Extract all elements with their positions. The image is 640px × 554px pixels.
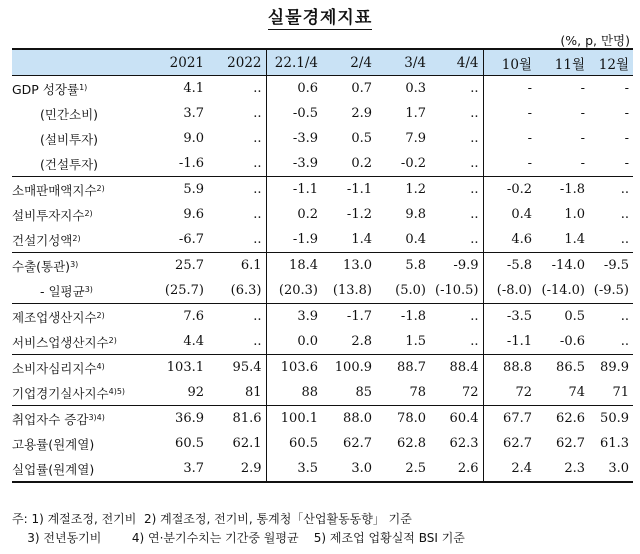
table-cell: 0.2 — [351, 156, 372, 171]
table-cell: 72 — [483, 380, 536, 406]
table-cell: -0.6 — [559, 334, 585, 349]
table-cell: 0.5 — [536, 304, 589, 330]
table-cell: -0.5 — [266, 101, 322, 126]
row-label-text: - 일평균 — [40, 283, 85, 299]
table-row — [12, 126, 633, 151]
row-footnote-mark: 2) — [96, 310, 105, 320]
table-cell: (5.0) — [395, 283, 426, 298]
table-cell: 60.4 — [430, 406, 483, 432]
table-cell: - — [624, 131, 629, 146]
table-cell: .. — [470, 207, 479, 222]
table-cell: -3.9 — [266, 151, 322, 177]
table-cell: - — [624, 156, 629, 171]
table-cell: .. — [430, 177, 483, 203]
table-cell: 3.7 — [148, 456, 208, 482]
table-cell: 72 — [461, 385, 479, 400]
table-cell: 36.9 — [148, 406, 208, 432]
row-label — [12, 177, 148, 203]
row-footnote-mark: 4)5) — [108, 386, 126, 396]
table-cell: 62.7 — [343, 436, 372, 451]
col-header: 10월 — [483, 49, 536, 76]
table-cell: -1.8 — [376, 304, 430, 330]
table-cell: 103.1 — [148, 355, 208, 381]
table-cell: - — [483, 76, 536, 102]
table-row — [12, 227, 633, 253]
table-cell: 2.9 — [351, 106, 372, 121]
table-cell: 13.0 — [322, 253, 376, 279]
row-label-text: 수출(통관) — [12, 258, 71, 274]
table-cell: 6.1 — [208, 253, 266, 279]
col-header: 4/4 — [430, 49, 483, 76]
col-header: 2021 — [148, 49, 208, 76]
table-cell: 5.9 — [148, 177, 208, 203]
table-cell: 3.9 — [266, 304, 322, 330]
table-row — [12, 355, 633, 381]
table-cell: -1.1 — [322, 177, 376, 203]
table-cell: 92 — [187, 385, 204, 400]
row-label-text: 소매판매액지수 — [12, 182, 97, 198]
row-label-text: 고용률(원계열) — [12, 436, 95, 452]
table-cell: 2.9 — [208, 456, 266, 482]
col-header: 12월 — [589, 49, 633, 76]
table-cell: 7.6 — [148, 304, 208, 330]
row-label-text: (건설투자) — [40, 156, 99, 172]
table-cell: - — [483, 126, 536, 151]
table-cell: -9.9 — [430, 253, 483, 279]
table-cell: - — [483, 101, 536, 126]
table-cell: 60.5 — [266, 431, 322, 456]
table-cell: 71 — [612, 385, 629, 400]
table-cell: 18.4 — [266, 253, 322, 279]
table-cell: 88 — [266, 380, 322, 406]
table-cell: 0.7 — [351, 81, 372, 96]
table-cell: .. — [253, 81, 262, 96]
row-label — [12, 126, 148, 151]
table-cell: .. — [253, 131, 262, 146]
table-cell: 88.7 — [376, 355, 430, 381]
row-label — [12, 355, 148, 381]
table-cell: 2.3 — [536, 456, 589, 482]
table-cell: 88.4 — [430, 355, 483, 381]
table-cell: 88.0 — [322, 406, 376, 432]
table-cell: -1.9 — [266, 227, 322, 253]
table-cell: 3.0 — [322, 456, 376, 482]
table-cell: 1.5 — [405, 334, 426, 349]
table-row — [12, 101, 633, 126]
table-cell: 3.0 — [589, 456, 633, 482]
table-cell: 78.0 — [376, 406, 430, 432]
table-cell: -1.6 — [178, 156, 204, 171]
col-header: 2022 — [208, 49, 266, 76]
table-cell: -1.8 — [536, 177, 589, 203]
table-cell: 1.0 — [564, 207, 585, 222]
table-cell: .. — [470, 334, 479, 349]
table-cell: -5.8 — [483, 253, 536, 279]
table-cell: .. — [620, 207, 629, 222]
table-cell: 103.6 — [266, 355, 322, 381]
table-row — [12, 406, 633, 432]
table-row — [12, 177, 633, 203]
indicator-table — [12, 48, 633, 483]
table-cell: 2.4 — [483, 456, 536, 482]
unit-label: (%, p, 만명) — [560, 33, 630, 48]
table-cell: 100.9 — [322, 355, 376, 381]
table-cell: (-9.5) — [593, 283, 629, 298]
table-cell: 62.3 — [449, 436, 479, 451]
table-cell: (-8.0) — [483, 278, 536, 304]
table-cell: - — [624, 106, 629, 121]
table-cell: 62.7 — [556, 436, 585, 451]
table-cell: (-14.0) — [541, 283, 585, 298]
table-cell: .. — [430, 304, 483, 330]
table-cell: -1.2 — [346, 207, 372, 222]
footnote-line: 주: 1) 계절조정, 전기비 2) 계절조정, 전기비, 통계청「산업활동동향」 기준 — [12, 512, 412, 526]
table-cell: -0.2 — [483, 177, 536, 203]
table-cell: 95.4 — [208, 355, 266, 381]
table-row — [12, 253, 633, 279]
header-row — [12, 49, 633, 76]
row-label-text: 기업경기실사지수 — [12, 385, 109, 401]
table-cell: 100.1 — [266, 406, 322, 432]
row-footnote-mark: 3) — [70, 259, 79, 269]
table-cell: -0.2 — [400, 156, 426, 171]
table-cell: 0.5 — [351, 131, 372, 146]
table-cell: 4.1 — [183, 81, 204, 96]
table-cell: .. — [253, 156, 262, 171]
table-cell: .. — [253, 207, 262, 222]
table-cell: 1.4 — [351, 232, 372, 247]
row-label — [12, 380, 148, 406]
table-cell: 67.7 — [483, 406, 536, 432]
table-cell: 0.3 — [405, 81, 426, 96]
table-cell: - — [624, 81, 629, 96]
table-cell: .. — [470, 232, 479, 247]
row-label — [12, 278, 148, 304]
table-cell: 3.5 — [266, 456, 322, 482]
table-cell: .. — [589, 304, 633, 330]
row-label — [12, 431, 148, 456]
table-row — [12, 76, 633, 102]
table-row — [12, 304, 633, 330]
row-footnote-mark: 3) — [84, 284, 93, 294]
table-cell: 62.6 — [536, 406, 589, 432]
header-blank — [12, 49, 148, 76]
table-cell: 2.6 — [430, 456, 483, 482]
row-label-text: (설비투자) — [40, 131, 99, 147]
table-row — [12, 278, 633, 304]
table-cell: .. — [470, 131, 479, 146]
table-cell: 9.0 — [183, 131, 204, 146]
row-label — [12, 101, 148, 126]
table-cell: .. — [470, 106, 479, 121]
table-cell: 25.7 — [148, 253, 208, 279]
table-row — [12, 329, 633, 355]
table-cell: -3.9 — [266, 126, 322, 151]
table-row — [12, 380, 633, 406]
row-label — [12, 253, 148, 279]
table-cell: (6.3) — [230, 283, 262, 298]
table-cell: 74 — [568, 385, 585, 400]
table-cell: - — [580, 131, 585, 146]
table-cell: -6.7 — [178, 232, 204, 247]
table-row — [12, 456, 633, 482]
table-cell: 9.8 — [405, 207, 426, 222]
row-footnote-mark: 2) — [72, 233, 81, 243]
table-row — [12, 431, 633, 456]
table-cell: 4.4 — [183, 334, 204, 349]
table-cell: 2.8 — [351, 334, 372, 349]
table-cell: 88.8 — [483, 355, 536, 381]
table-cell: 0.0 — [266, 329, 322, 355]
table-cell: 61.3 — [600, 436, 629, 451]
table-cell: 81 — [244, 385, 262, 400]
table-cell: 89.9 — [589, 355, 633, 381]
table-cell: -9.5 — [589, 253, 633, 279]
table-cell: 2.5 — [376, 456, 430, 482]
row-label-text: (민간소비) — [40, 106, 99, 122]
table-cell: -1.7 — [322, 304, 376, 330]
row-footnote-mark: 1) — [79, 82, 88, 92]
row-label-text: 취업자수 증감 — [12, 411, 89, 427]
table-cell: 0.4 — [483, 202, 536, 227]
table-cell: 62.1 — [232, 436, 262, 451]
table-cell: .. — [620, 232, 629, 247]
table-cell: 1.2 — [376, 177, 430, 203]
table-cell: 9.6 — [183, 207, 204, 222]
col-header: 2/4 — [322, 49, 376, 76]
table-cell: .. — [253, 106, 262, 121]
col-header: 22.1/4 — [266, 49, 322, 76]
table-cell: -1.1 — [266, 177, 322, 203]
table-cell: 86.5 — [536, 355, 589, 381]
table-cell: .. — [208, 304, 266, 330]
table-cell: 85 — [355, 385, 372, 400]
table-cell: .. — [470, 81, 479, 96]
table-cell: 50.9 — [589, 406, 633, 432]
table-cell: 1.4 — [564, 232, 585, 247]
table-cell: - — [580, 106, 585, 121]
table-cell: -3.5 — [483, 304, 536, 330]
col-header: 11월 — [536, 49, 589, 76]
row-label — [12, 76, 148, 102]
table-cell: 81.6 — [208, 406, 266, 432]
table-cell: .. — [253, 232, 262, 247]
table-cell: 4.6 — [483, 227, 536, 253]
table-cell: 1.7 — [405, 106, 426, 121]
row-label — [12, 456, 148, 482]
table-row — [12, 151, 633, 177]
row-footnote-mark: 2) — [84, 208, 93, 218]
row-label-text: GDP 성장률 — [12, 81, 80, 97]
row-footnote-mark: 4) — [96, 361, 105, 371]
table-cell: 3.7 — [183, 106, 204, 121]
table-cell: 0.4 — [405, 232, 426, 247]
table-cell: (25.7) — [164, 283, 204, 298]
table-cell: .. — [620, 334, 629, 349]
table-cell: 7.9 — [405, 131, 426, 146]
table-cell: 62.8 — [397, 436, 426, 451]
row-label — [12, 406, 148, 432]
row-label — [12, 202, 148, 227]
table-cell: (13.8) — [332, 283, 372, 298]
table-cell: 62.7 — [483, 431, 536, 456]
table-cell: - — [580, 81, 585, 96]
table-cell: -1.1 — [483, 329, 536, 355]
row-footnote-mark: 3)4) — [88, 412, 105, 422]
row-label-text: 건설기성액 — [12, 232, 73, 248]
table-cell: .. — [253, 334, 262, 349]
row-footnote-mark: 2) — [108, 335, 117, 345]
table-cell: (20.3) — [266, 278, 322, 304]
table-row — [12, 202, 633, 227]
row-label — [12, 151, 148, 177]
table-cell: 0.6 — [266, 76, 322, 102]
row-label-text: 제조업생산지수 — [12, 309, 97, 325]
row-label-text: 서비스업생산지수 — [12, 334, 109, 350]
table-cell: - — [483, 151, 536, 177]
table-cell: .. — [208, 177, 266, 203]
page-title: 실물경제지표 — [267, 8, 373, 28]
table-cell: - — [580, 156, 585, 171]
col-header: 3/4 — [376, 49, 430, 76]
row-label — [12, 227, 148, 253]
row-label — [12, 329, 148, 355]
table-cell: .. — [589, 177, 633, 203]
table-cell: .. — [470, 156, 479, 171]
footnote-line: 3) 전년동기비 4) 연·분기수치는 기간중 월평균 5) 제조업 업황실적 BSI 기준 — [12, 531, 465, 545]
table-cell: (-10.5) — [435, 283, 479, 298]
row-label-text: 실업률(원계열) — [12, 461, 95, 477]
table-cell: -14.0 — [536, 253, 589, 279]
row-label-text: 설비투자지수 — [12, 207, 85, 223]
table-cell: 78 — [409, 385, 426, 400]
row-label-text: 소비자심리지수 — [12, 360, 97, 376]
row-label — [12, 304, 148, 330]
row-footnote-mark: 2) — [96, 183, 105, 193]
table-cell: 60.5 — [175, 436, 204, 451]
table-cell: 0.2 — [266, 202, 322, 227]
table-cell: 5.8 — [376, 253, 430, 279]
footnotes — [12, 510, 465, 548]
